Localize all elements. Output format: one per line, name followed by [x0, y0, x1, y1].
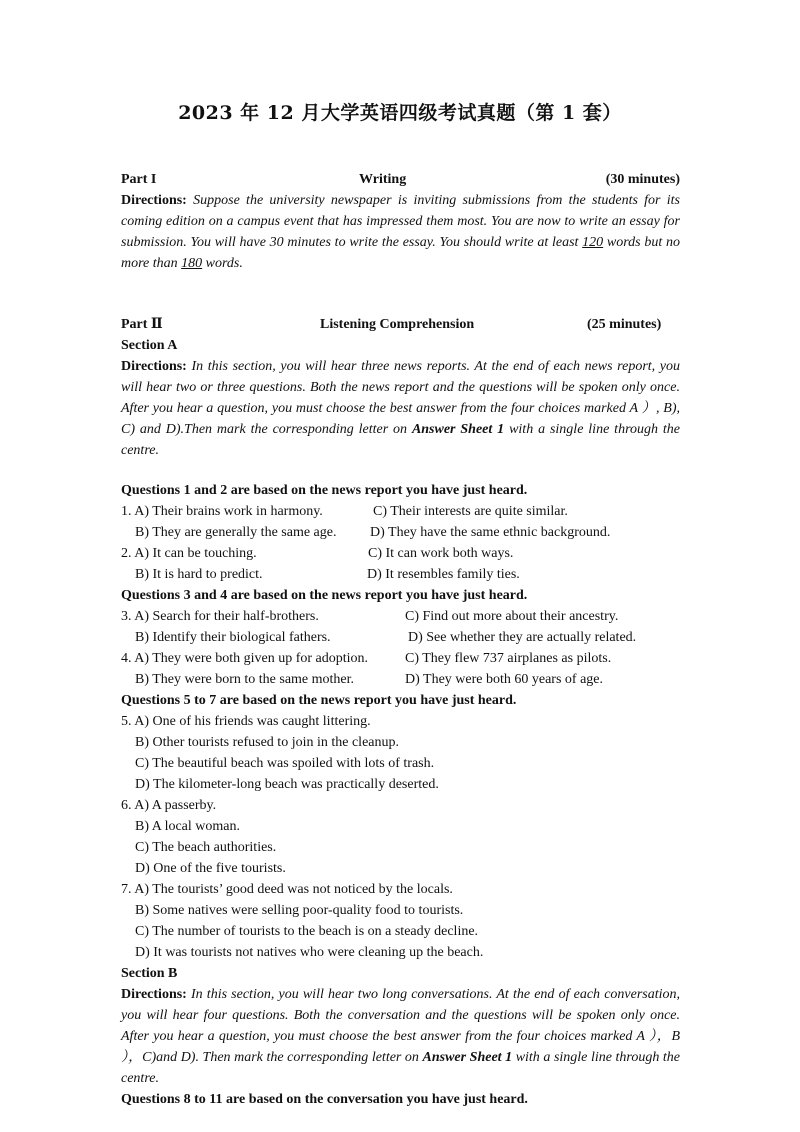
question-row: [121, 501, 680, 522]
option: B) They are generally the same age.: [135, 525, 337, 540]
part2-label: Part Ⅱ: [121, 317, 163, 332]
questions-block: [121, 480, 680, 963]
option: D) It resembles family ties.: [367, 567, 520, 582]
answer-sheet-ref: Answer Sheet 1: [422, 1050, 513, 1065]
part2-time: (25 minutes): [587, 317, 662, 332]
min-words: 120: [582, 235, 604, 250]
question-row: [121, 669, 680, 690]
option: C) Their interests are quite similar.: [373, 504, 568, 519]
part2-name: Listening Comprehension: [320, 317, 475, 332]
question-group-heading: Questions 5 to 7 are based on the news report you have just heard.: [121, 693, 517, 708]
question-row: [121, 564, 680, 585]
section-a-directions: [121, 356, 680, 461]
directions-text: with a single line through the centre.: [121, 422, 680, 458]
directions-label: Directions:: [121, 359, 187, 374]
answer-sheet-ref: Answer Sheet 1: [411, 422, 505, 437]
option: 4. A) They were both given up for adoption.: [121, 651, 369, 666]
question-row: [121, 543, 680, 564]
part1-time: (30 minutes): [605, 172, 680, 187]
part2-block: [121, 314, 680, 461]
part1-name: Writing: [359, 172, 407, 187]
option: B) Some natives were selling poor-quality food to tourists.: [135, 903, 464, 918]
option: B) A local woman.: [135, 819, 240, 834]
question-row: [121, 627, 680, 648]
section-b-directions: [121, 984, 680, 1089]
part1-label: Part I: [121, 172, 157, 187]
option: D) They were both 60 years of age.: [405, 672, 604, 687]
option: D) One of the five tourists.: [135, 861, 286, 876]
directions-label: Directions:: [121, 987, 187, 1002]
question-group-heading: Questions 3 and 4 are based on the news report you have just heard.: [121, 588, 528, 603]
question-row: [121, 648, 680, 669]
section-b-heading: Section B: [121, 966, 178, 981]
option: 2. A) It can be touching.: [121, 546, 257, 561]
option: B) Identify their biological fathers.: [135, 630, 331, 645]
option: C) They flew 737 airplanes as pilots.: [405, 651, 612, 666]
option: 3. A) Search for their half-brothers.: [121, 609, 319, 624]
directions-text: Suppose the university newspaper is inviting submissions from the students for its coming edition on a campus event that has impressed them most. You are now to write an essay for submission. You will have 30 minutes to write the essay. You should write at least: [121, 193, 681, 250]
directions-text: with a single line through the centre.: [121, 1050, 680, 1086]
question-group-heading: Questions 8 to 11 are based on the conversation you have just heard.: [121, 1092, 528, 1107]
option: C) It can work both ways.: [368, 546, 514, 561]
question-group-heading: Questions 1 and 2 are based on the news report you have just heard.: [121, 483, 528, 498]
directions-text: In this section, you will hear two long conversations. At the end of each conversation, you will hear four questions. Both the conversation and the questions will be spoken only once. After you hear a question, you must choose the best answer from the four choices marked A ），B ），C)and D). Then mark the corresponding letter on: [121, 987, 681, 1065]
option: 6. A) A passerby.: [121, 798, 217, 813]
option: C) The beautiful beach was spoiled with lots of trash.: [135, 756, 435, 771]
option: C) The beach authorities.: [135, 840, 277, 855]
directions-text: words.: [202, 256, 243, 271]
part1-header: [121, 169, 680, 190]
page-title: 2023 年 12 月大学英语四级考试真题（第 1 套）: [178, 102, 622, 124]
max-words: 180: [181, 256, 203, 271]
option: B) Other tourists refused to join in the cleanup.: [135, 735, 399, 750]
directions-text: In this section, you will hear three news reports. At the end of each news report, you will hear two or three questions. Both the news report and the questions will be spoken only once. After you hear a question, you must choose the best answer from the four choices marked A ）, B), C) and D).Then mark the corresponding letter on: [121, 359, 681, 437]
option: D) See whether they are actually related.: [408, 630, 637, 645]
option: C) The number of tourists to the beach is on a steady decline.: [135, 924, 479, 939]
option: B) It is hard to predict.: [135, 567, 263, 582]
directions-text: words but no more than: [121, 235, 680, 271]
option: 5. A) One of his friends was caught littering.: [121, 714, 371, 729]
option: B) They were born to the same mother.: [135, 672, 355, 687]
option: D) They have the same ethnic background.: [370, 525, 611, 540]
directions-label: Directions:: [121, 193, 187, 208]
part1-directions: [121, 190, 680, 274]
question-row: [121, 606, 680, 627]
question-row: [121, 522, 680, 543]
option: C) Find out more about their ancestry.: [405, 609, 619, 624]
option: 7. A) The tourists’ good deed was not noticed by the locals.: [121, 882, 453, 897]
part1-block: [121, 169, 680, 274]
option: D) The kilometer-long beach was practically deserted.: [135, 777, 439, 792]
section-a-heading: Section A: [121, 338, 178, 353]
part2-header: [121, 314, 680, 335]
option: 1. A) Their brains work in harmony.: [121, 504, 323, 519]
option: D) It was tourists not natives who were cleaning up the beach.: [135, 945, 484, 960]
section-b-block: [121, 963, 680, 1110]
